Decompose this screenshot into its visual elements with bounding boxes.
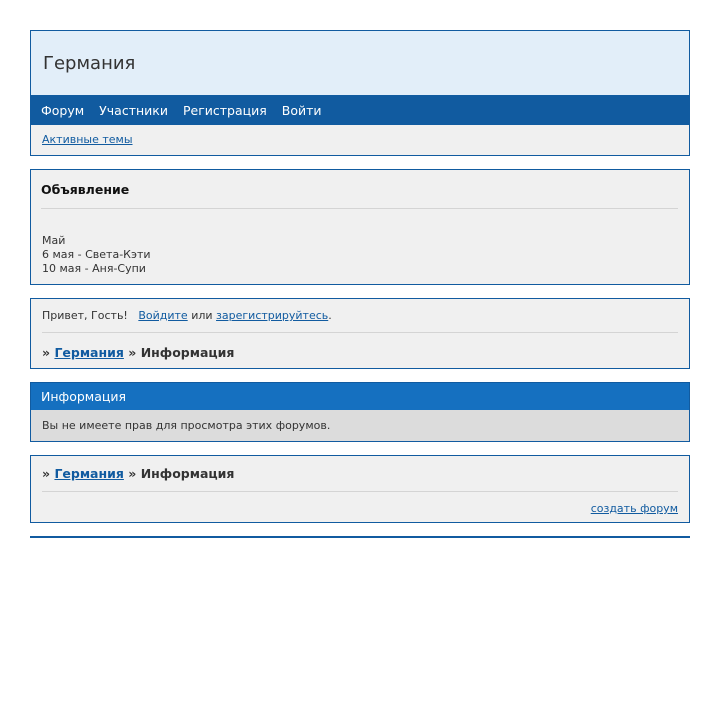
breadcrumb-separator: » bbox=[42, 466, 51, 481]
forum-header bbox=[30, 30, 690, 156]
info-title: Информация bbox=[31, 383, 689, 410]
footer-panel bbox=[30, 455, 690, 523]
create-forum-link[interactable]: создать форум bbox=[590, 502, 678, 515]
breadcrumb-current: Информация bbox=[140, 466, 235, 481]
nav-login-link[interactable]: Войти bbox=[281, 102, 322, 118]
welcome-line bbox=[42, 309, 678, 322]
info-message: Вы не имеете прав для просмотра этих форумов. bbox=[42, 419, 331, 432]
breadcrumb-forum-link[interactable]: Германия bbox=[54, 466, 124, 481]
or-text: или bbox=[191, 309, 213, 322]
breadcrumb-separator: » bbox=[128, 466, 137, 481]
announcement-line: 10 мая - Аня-Супи bbox=[42, 262, 146, 275]
login-link[interactable]: Войдите bbox=[138, 309, 188, 322]
nav-register-link[interactable]: Регистрация bbox=[182, 102, 267, 118]
breadcrumb-separator: » bbox=[128, 345, 137, 360]
breadcrumb-forum-link[interactable]: Германия bbox=[54, 345, 124, 360]
bottom-divider bbox=[30, 536, 690, 538]
welcome-panel bbox=[30, 298, 690, 369]
active-topics-link[interactable]: Активные темы bbox=[42, 133, 133, 146]
announcement-body bbox=[41, 234, 678, 276]
footer-links bbox=[42, 502, 678, 515]
register-link[interactable]: зарегистрируйтесь bbox=[216, 309, 329, 322]
main-nav bbox=[31, 95, 689, 125]
announcement-line: Май bbox=[42, 234, 66, 247]
announcement-panel bbox=[30, 169, 690, 285]
nav-forum-link[interactable]: Форум bbox=[41, 102, 85, 118]
breadcrumb bbox=[42, 466, 678, 481]
forum-title: Германия bbox=[31, 31, 689, 95]
breadcrumb bbox=[42, 345, 678, 360]
announcement-title: Объявление bbox=[41, 182, 130, 197]
nav-members-link[interactable]: Участники bbox=[99, 102, 168, 118]
announcement-line: 6 мая - Света-Кэти bbox=[42, 248, 151, 261]
divider bbox=[42, 332, 678, 333]
info-panel bbox=[30, 382, 690, 442]
divider bbox=[42, 491, 678, 492]
breadcrumb-separator: » bbox=[42, 345, 51, 360]
breadcrumb-current: Информация bbox=[140, 345, 235, 360]
divider bbox=[41, 208, 678, 209]
period-text: . bbox=[328, 309, 332, 322]
subnav bbox=[31, 125, 689, 155]
greeting-text: Привет, Гость! bbox=[42, 309, 128, 322]
